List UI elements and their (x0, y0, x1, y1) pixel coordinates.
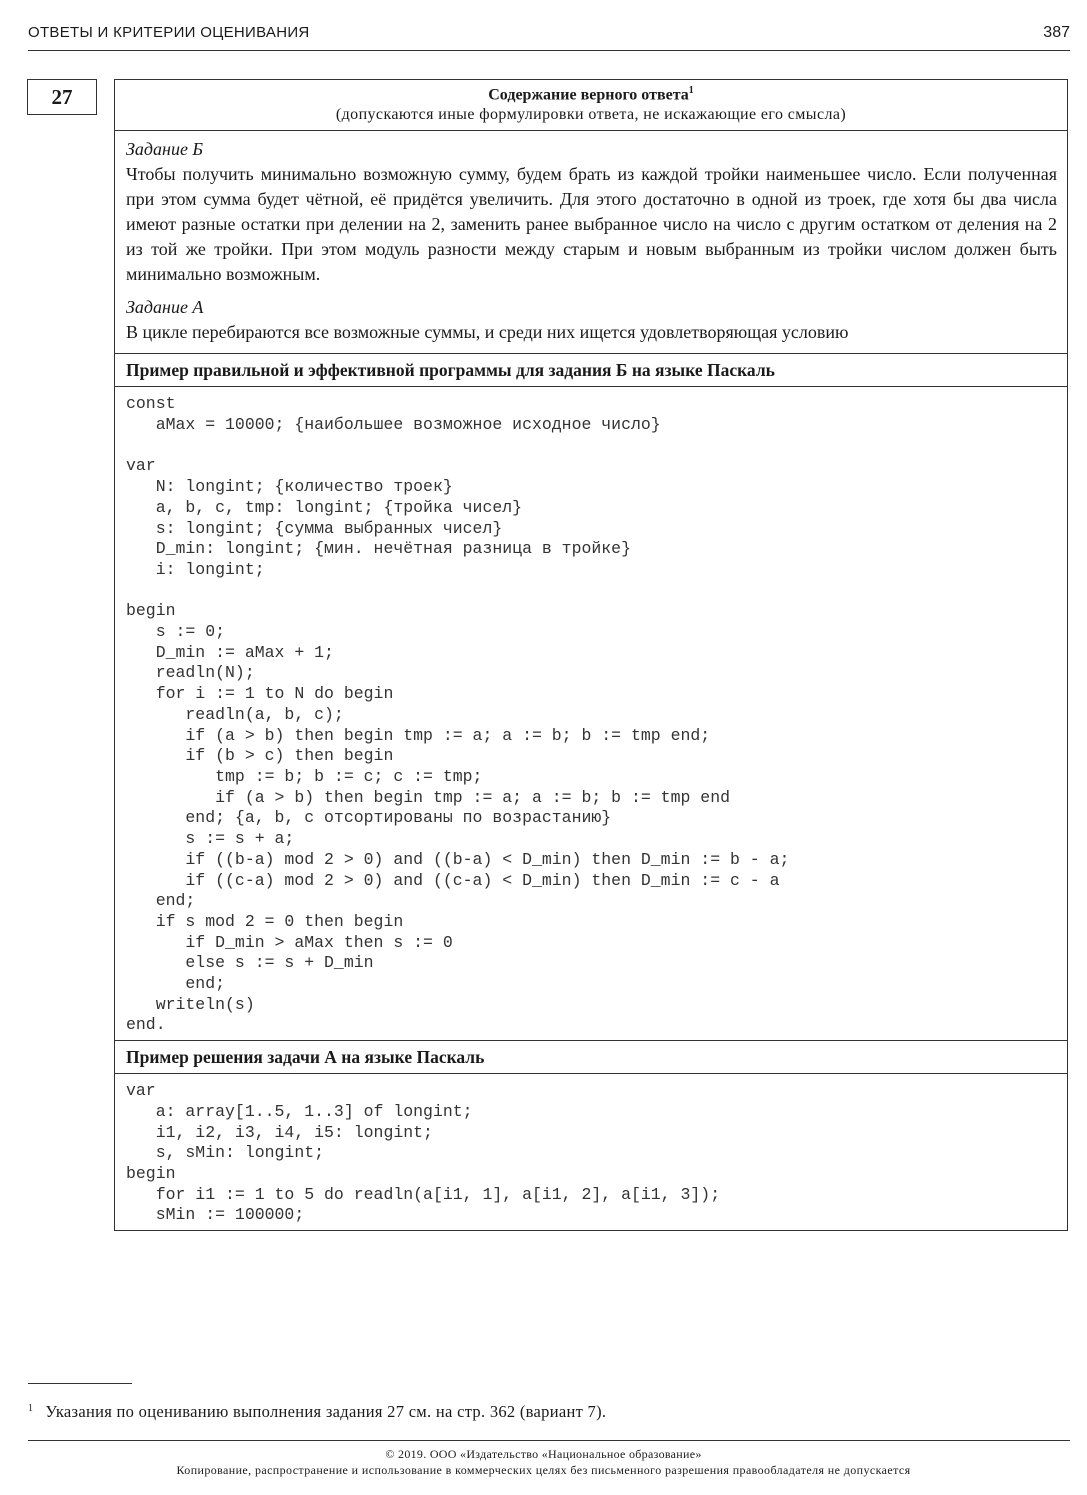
task-b-text: Чтобы получить минимально возможную сумму, будем брать из каждой тройки наименьшее число. Если полученная при этом сумма будет чётной, её придётся увеличить. Для этого достаточно в одной из троек, где хотя бы два числа имеют разные остатки при делении на 2, заменить ранее выбранное число на число с другим остатком от деления на 2 из той же тройки. При этом модуль разности между старым и новым выбранным из тройки числом должен быть минимально возможным. (126, 164, 1057, 285)
task-number: 27 (27, 79, 97, 115)
answer-header (115, 80, 1067, 131)
copy-notice: Копирование, распространение и использование в коммерческих целях без письменного разрешения правообладателя не допускается (176, 1463, 911, 1477)
footnote-text: Указания по оцениванию выполнения задания 27 см. на стр. 362 (вариант 7). (45, 1402, 607, 1421)
program-b-code: const aMax = 10000; {наибольшее возможное исходное число} var N: longint; {количество троек} a, b, c, tmp: longint; {тройка чисел} s: longint; {сумма выбранных чисел} D_min: longint; {мин. нечётная разница в тройке} i: longint; begin s := 0; D_min := aMax + 1; readln(N); for i := 1 to N do begin readln(a, b, c); if (a > b) then begin tmp := a; a := b; b := tmp end; if (b > c) then begin tmp := b; b := c; c := tmp; if (a > b) then begin tmp := a; a := b; b := tmp end end; {a, b, c отсортированы по возрастанию} s := s + a; if ((b-a) mod 2 > 0) and ((b-a) < D_min) then D_min := b - a; if ((c-a) mod 2 > 0) and ((c-a) < D_min) then D_min := c - a end; if s mod 2 = 0 then begin if D_min > aMax then s := 0 else s := s + D_min end; writeln(s) end. (126, 394, 790, 1035)
program-a-title: Пример решения задачи А на языке Паскаль (115, 1041, 1067, 1074)
copyright: © 2019. ООО «Издательство «Национальное образование» (385, 1447, 702, 1461)
program-a-code-cell (115, 1074, 1067, 1230)
answer-content (115, 131, 1067, 354)
answer-subtitle: (допускаются иные формулировки ответа, не искажающие его смысла) (335, 106, 847, 124)
program-b-title: Пример правильной и эффективной программы для задания Б на языке Паскаль (115, 354, 1067, 387)
page-number: 387 (1043, 24, 1070, 41)
footer-divider (28, 1440, 1070, 1441)
footnote-divider (28, 1383, 132, 1384)
answer-title: Содержание верного ответа (488, 86, 689, 104)
program-a-code: var a: array[1..5, 1..3] of longint; i1, i2, i3, i4, i5: longint; s, sMin: longint; begin for i1 := 1 to 5 do readln(a[i1, 1], a[i1, 2], a[i1, 3]); sMin := 100000; (126, 1081, 721, 1225)
footnote (28, 1402, 606, 1422)
answer-table (114, 79, 1068, 1231)
task-b-heading: Задание Б (126, 139, 204, 160)
footnote-mark: 1 (688, 85, 694, 96)
page-header (28, 22, 1070, 51)
task-a-heading: Задание А (126, 297, 204, 318)
section-title: ОТВЕТЫ И КРИТЕРИИ ОЦЕНИВАНИЯ (28, 24, 310, 41)
program-b-code-cell (115, 387, 1067, 1041)
task-a-text: В цикле перебираются все возможные суммы, и среди них ищется удовлетворяющая условию (126, 322, 849, 343)
footnote-number: 1 (28, 1402, 34, 1414)
